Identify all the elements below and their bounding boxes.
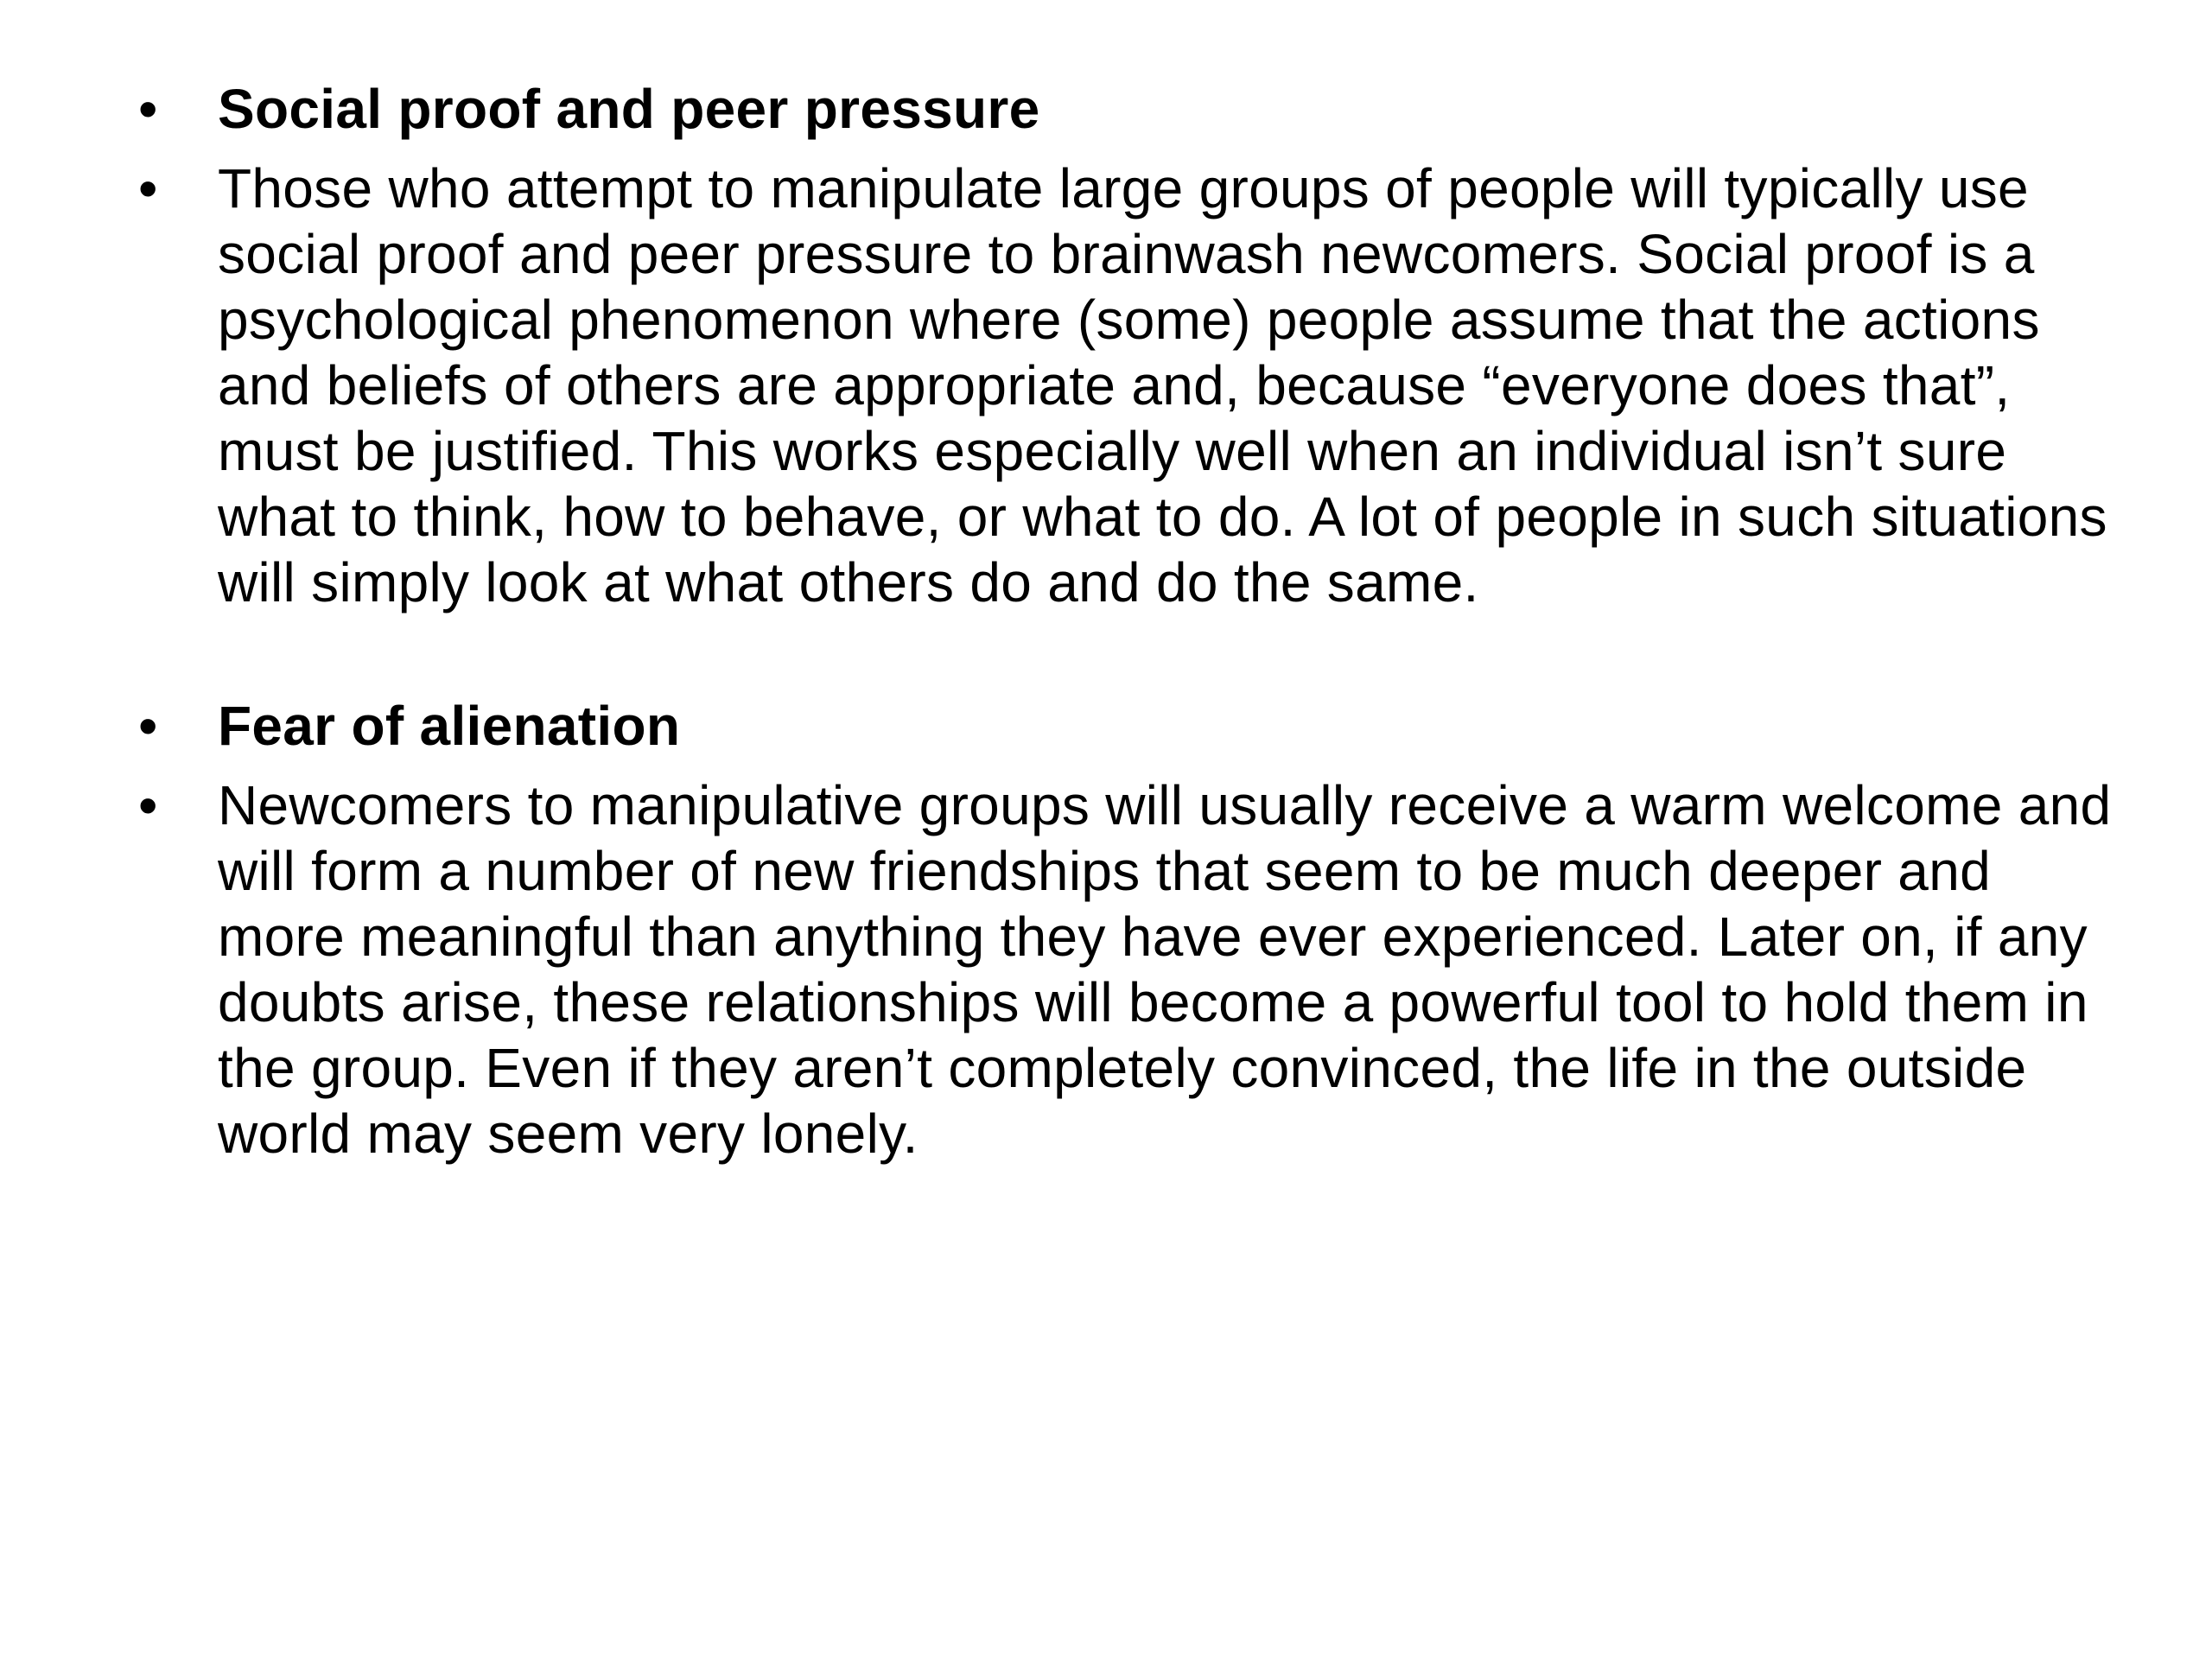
bullet-list xyxy=(128,76,2115,1166)
bullet-item-social-proof-body xyxy=(128,156,2115,615)
bullet-icon: • xyxy=(138,774,158,836)
bullet-icon: • xyxy=(138,157,158,219)
bullet-item-fear-of-alienation-body xyxy=(128,772,2115,1166)
bullet-icon: • xyxy=(138,78,158,140)
bullet-icon: • xyxy=(138,695,158,757)
bullet-item-fear-of-alienation-heading xyxy=(128,693,2115,759)
bullet-item-social-proof-heading xyxy=(128,76,2115,142)
heading-text: Fear of alienation xyxy=(218,695,681,757)
body-text: Newcomers to manipulative groups will usually receive a warm welcome and will form a number of new friendships that seem to be much deeper and more meaningful than anything they have ever experienced. Later on, if any doubts arise, these relationships will become a powerful tool to hold them in the group. Even if they aren’t completely convinced, the life in the outside world may seem very lonely. xyxy=(218,774,2112,1165)
heading-text: Social proof and peer pressure xyxy=(218,78,1040,140)
body-text: Those who attempt to manipulate large groups of people will typically use social proof and peer pressure to brainwash newcomers. Social proof is a psychological phenomenon where (some) people assume that the actions and beliefs of others are appropriate and, because “everyone does that”, must be justified. This works especially well when an individual isn’t sure what to think, how to behave, or what to do. A lot of people in such situations will simply look at what others do and do the same. xyxy=(218,157,2107,613)
